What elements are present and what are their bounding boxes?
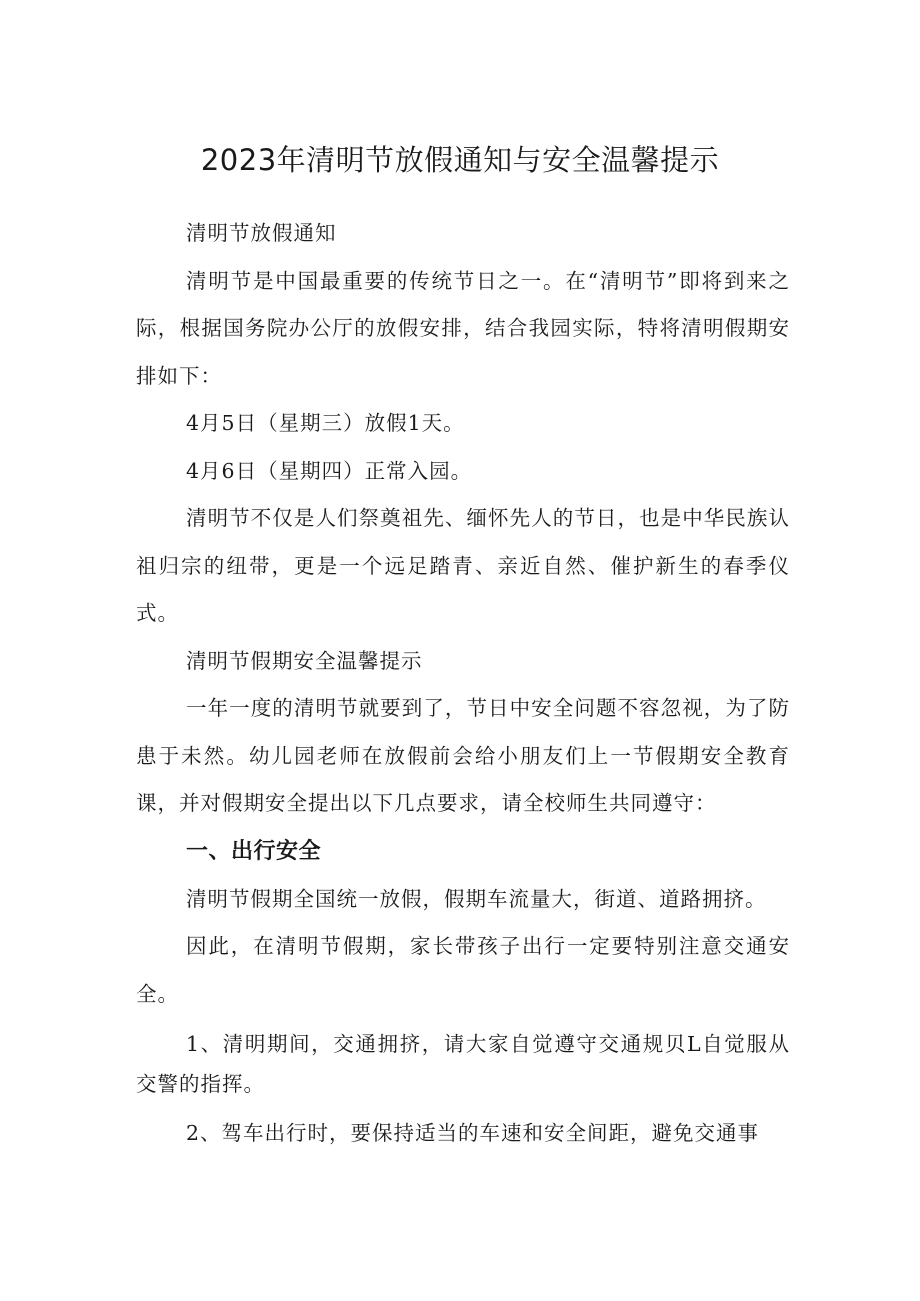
paragraph-festival-meaning: 清明节不仅是人们祭奠祖先、缅怀先人的节日，也是中华民族认祖归宗的纽带，更是一个远足踏青、亲近自然、催护新生的春季仪式。 xyxy=(136,506,790,625)
paragraph-holiday-date: 4月5日（星期三）放假1天。 xyxy=(186,411,465,435)
paragraph-safety-intro: 一年一度的清明节就要到了，节日中安全问题不容忽视，为了防患于未然。幼儿园老师在放假前会给小朋友们上一节假期安全教育课，并对假期安全提出以下几点要求，请全校师生共同遵守： xyxy=(136,696,790,815)
list-item-traffic-rules: 1、清明期间，交通拥挤，请大家自觉遵守交通规贝L自觉服从交警的指挥。 xyxy=(136,1032,790,1096)
paragraph-notice-heading: 清明节放假通知 xyxy=(186,221,337,245)
paragraph-traffic-attention: 因此，在清明节假期，家长带孩子出行一定要特别注意交通安全。 xyxy=(136,934,790,1006)
paragraph-safety-heading: 清明节假期安全温馨提示 xyxy=(186,648,423,673)
section-heading-travel-safety: 一、出行安全 xyxy=(186,838,322,864)
paragraph-traffic-volume: 清明节假期全国统一放假，假期车流量大，街道、道路拥挤。 xyxy=(186,886,767,911)
paragraph-intro: 清明节是中国最重要的传统节日之一。在“清明节”即将到来之际，根据国务院办公厅的放假安排，结合我园实际，特将清明假期安排如下： xyxy=(136,268,790,388)
list-item-driving-speed: 2、驾车出行时，要保持适当的车速和安全间距，避免交通事 xyxy=(186,1121,760,1145)
paragraph-return-date: 4月6日（星期四）正常入园。 xyxy=(186,458,473,483)
document-title: 2023年清明节放假通知与安全温馨提示 xyxy=(200,143,720,177)
document-body xyxy=(136,210,790,1158)
